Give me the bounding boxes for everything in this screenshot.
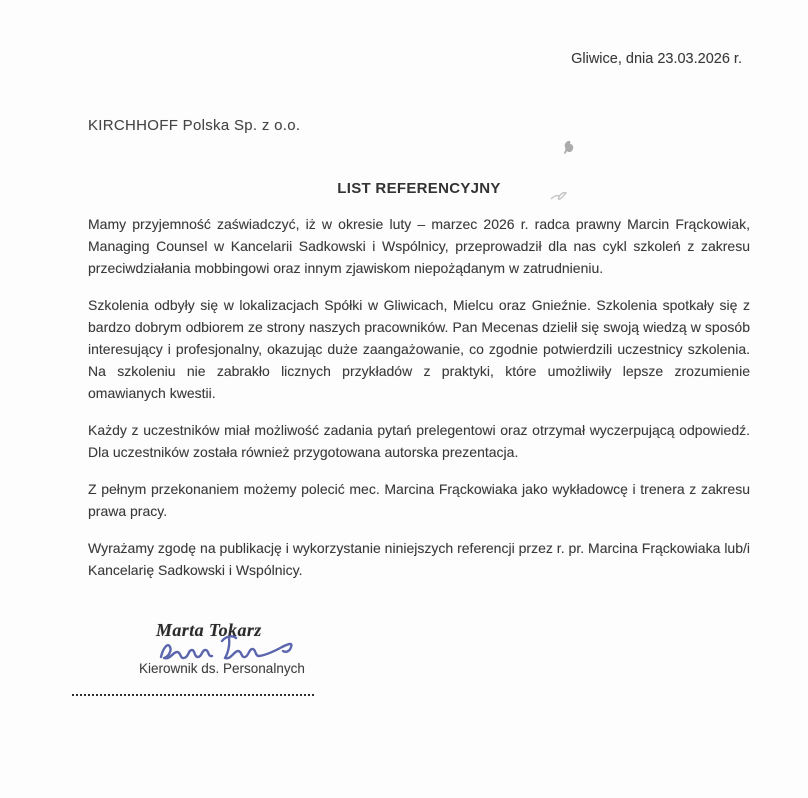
dotted-signature-line	[72, 682, 314, 696]
letter-paragraph: Mamy przyjemność zaświadczyć, iż w okresie luty – marzec 2026 r. radca prawny Marcin Frąckowiak, Managing Counsel w Kancelarii Sadkowski i Wspólnicy, przeprowadził dla nas cykl szkoleń z zakresu przeciwdziałania mobbingowi oraz innym zjawiskom niepożądanym w zatrudnieniu.	[88, 216, 750, 276]
signer-role: Kierownik ds. Personalnych	[139, 661, 305, 676]
scan-artifact-speck	[562, 140, 576, 156]
letter-title: LIST REFERENCYJNY	[337, 180, 501, 197]
company-name: KIRCHHOFF Polska Sp. z o.o.	[88, 117, 301, 134]
letter-paragraph: Wyrażamy zgodę na publikację i wykorzystanie niniejszych referencji przez r. pr. Marcina Frąckowiaka lub/i Kancelarię Sadkowski i Wspólnicy.	[88, 540, 750, 578]
letter-paragraph: Każdy z uczestników miał możliwość zadania pytań prelegentowi oraz otrzymał wyczerpującą odpowiedź. Dla uczestników została również przygotowana autorska prezentacja.	[88, 422, 750, 460]
letter-body	[88, 213, 750, 596]
signer-printed-name: Marta Tokarz	[156, 620, 262, 640]
letter-paragraph: Z pełnym przekonaniem możemy polecić mec. Marcina Frąckowiaka jako wykładowcę i trenera z zakresu prawa pracy.	[88, 481, 750, 519]
date-line: Gliwice, dnia 23.03.2026 r.	[571, 51, 742, 67]
letter-paragraph: Szkolenia odbyły się w lokalizacjach Spółki w Gliwicach, Mielcu oraz Gnieźnie. Szkolenia spotkały się z bardzo dobrym odbiorem ze strony naszych pracowników. Pan Mecenas dzielił się swoją wiedzą w sposób interesujący i profesjonalny, okazując duże zaangażowanie, co zgodnie potwierdzili uczestnicy szkolenia. Na szkoleniu nie zabrakło licznych przykładów z praktyki, które umożliwiły lepsze zrozumienie omawianych kwestii.	[88, 297, 750, 401]
